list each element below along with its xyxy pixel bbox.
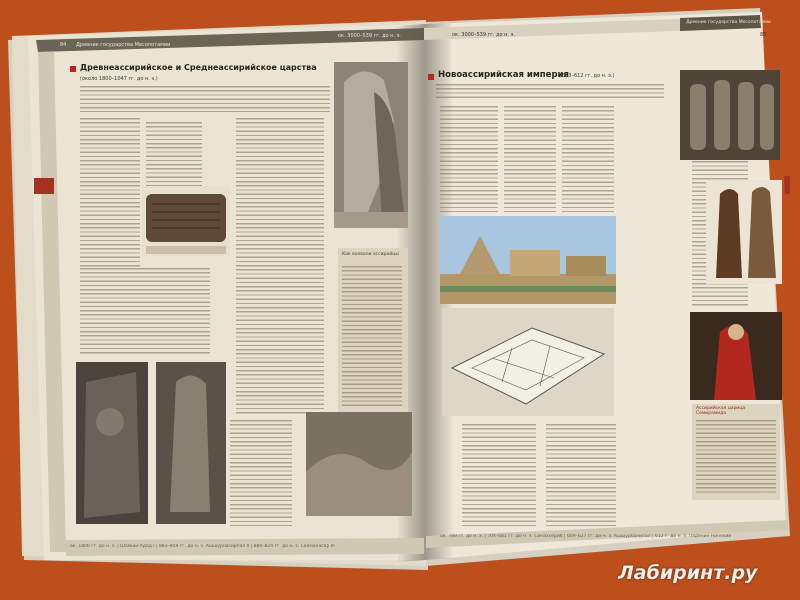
text-column-1a bbox=[80, 118, 140, 268]
left-date-range: ок. 3000–539 гг. до н. э. bbox=[338, 33, 401, 39]
intro-text bbox=[80, 86, 330, 112]
ancient-city-image bbox=[440, 216, 616, 304]
battle-relief-image bbox=[306, 412, 412, 516]
left-page-number: 84 bbox=[60, 42, 67, 48]
left-section-dates: (около 1800–1047 гг. до н. э.) bbox=[80, 76, 158, 82]
right-text-column-3 bbox=[562, 106, 614, 212]
quote-box-title: Как воевали ассирийцы bbox=[342, 252, 399, 257]
semiramis-box-title: Ассирийская царица Семирамида bbox=[696, 406, 746, 416]
palace-drawing-image bbox=[442, 308, 614, 416]
left-running-head: Древние государства Месопотамии bbox=[76, 42, 171, 48]
assyrian-relief-image bbox=[334, 62, 408, 228]
assyrian-king-figures-image bbox=[706, 180, 782, 284]
clay-tablet-image bbox=[142, 186, 230, 256]
section-marker-icon-2 bbox=[428, 74, 434, 80]
left-footer-timeline: ок. 1800 гг. до н. э. | Шамши-Адад I | 883–859 гг. до н. э. Ашшурнасирпал II | 884–824 гг. до н. э. Салманасар III bbox=[70, 544, 335, 549]
section-marker-icon bbox=[70, 66, 76, 72]
right-text-column-2 bbox=[504, 106, 556, 212]
right-intro-text bbox=[436, 84, 664, 100]
quote-text bbox=[342, 266, 402, 406]
right-date-range: ок. 3000–539 гг. до н. э. bbox=[452, 32, 515, 38]
semiramis-text bbox=[696, 420, 776, 494]
right-running-head: Древние государства Месопотамии bbox=[686, 20, 771, 25]
text-column-2b bbox=[230, 420, 292, 526]
stone-relief-image bbox=[76, 362, 148, 524]
right-footer-timeline: ок. 789 гг. до н. э. | 704–681 гг. до н. э. Синаххериб | 669–627 гг. до н. э. Ашшурбанипал | 612 г. до н. э. Падение Ниневии bbox=[440, 534, 732, 539]
right-text-column-1 bbox=[440, 106, 498, 212]
right-section-dates: (883–612 гг. до н. э.) bbox=[560, 73, 615, 79]
text-column-2 bbox=[236, 118, 324, 416]
left-section-title: Древнеассирийское и Среднеассирийское царства bbox=[80, 63, 317, 72]
text-column-1c bbox=[80, 268, 210, 356]
labirint-watermark: Лабиринт.ру bbox=[618, 562, 758, 584]
right-text-column-5 bbox=[462, 424, 536, 528]
right-section-title: Новоассирийская империя bbox=[438, 70, 569, 80]
warrior-relief-image bbox=[156, 362, 226, 524]
relief-figures-image bbox=[680, 70, 780, 160]
semiramis-painting-image bbox=[690, 312, 782, 400]
right-text-column-6 bbox=[546, 424, 616, 528]
text-column-1b bbox=[146, 122, 202, 190]
right-page-number: 85 bbox=[760, 32, 767, 38]
